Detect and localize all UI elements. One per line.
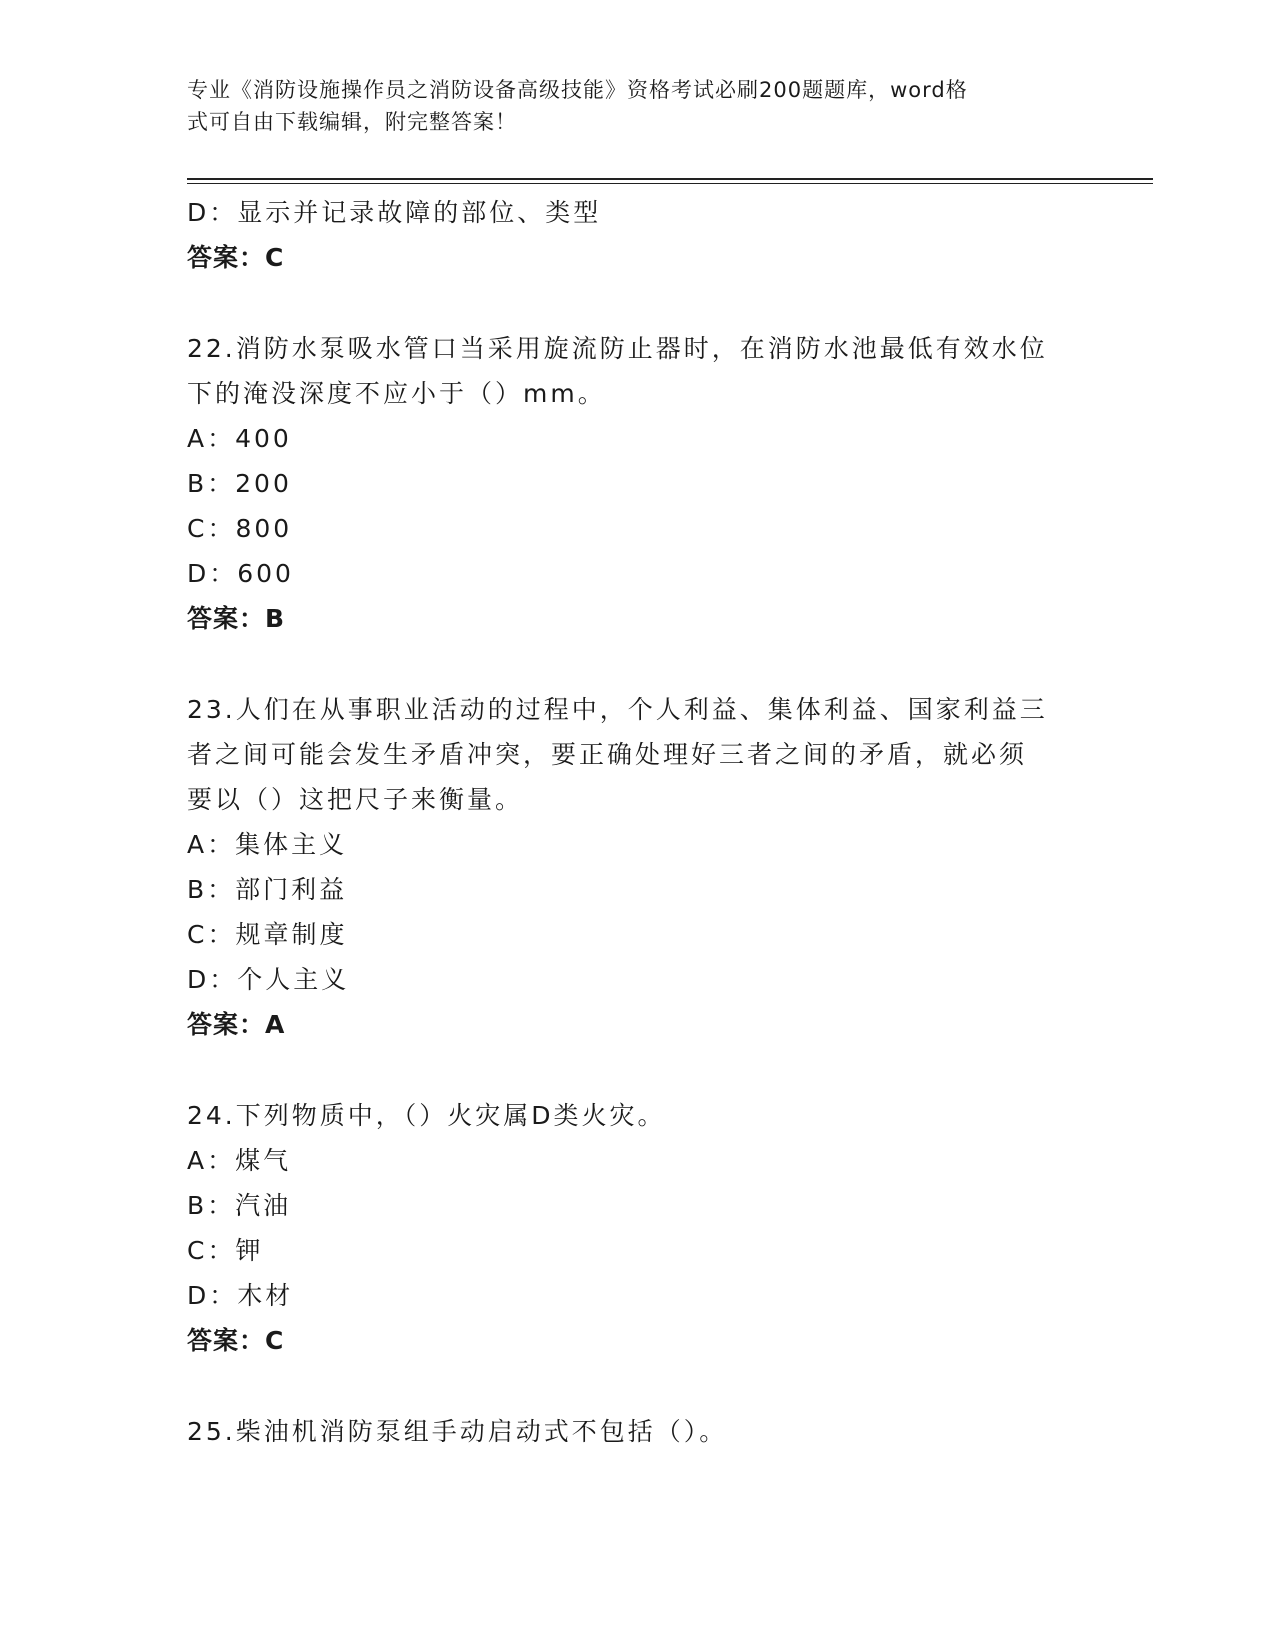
option-b: B：汽油 [187,1191,292,1220]
question-text-line: 下的淹没深度不应小于（）mm。 [187,379,606,408]
option-c: C：规章制度 [187,920,348,949]
option-c: C：钾 [187,1236,264,1265]
header-rule-thin [187,183,1153,184]
document-header [187,74,1067,138]
header-line-2: 式可自由下载编辑，附完整答案！ [187,110,517,134]
question-22 [187,326,1087,641]
answer: 答案：A [187,1010,286,1039]
answer: 答案：C [187,1326,285,1355]
header-rule-thick [187,178,1153,180]
option-b: B：部门利益 [187,875,348,904]
prev-answer: 答案：C [187,243,285,272]
option-a: A：集体主义 [187,830,348,859]
option-c: C：800 [187,514,293,543]
option-d: D：600 [187,559,294,588]
question-text-line: 25.柴油机消防泵组手动启动式不包括（）。 [187,1417,728,1446]
option-d: D：木材 [187,1281,294,1310]
question-24 [187,1093,1087,1363]
question-text-line: 者之间可能会发生矛盾冲突，要正确处理好三者之间的矛盾，就必须 [187,740,1028,769]
option-d: D：个人主义 [187,965,350,994]
option-b: B：200 [187,469,292,498]
question-25 [187,1409,1087,1454]
prev-option-d: D：显示并记录故障的部位、类型 [187,198,602,227]
question-text-line: 24.下列物质中，（）火灾属D类火灾。 [187,1101,666,1130]
question-text-line: 23.人们在从事职业活动的过程中，个人利益、集体利益、国家利益三 [187,695,1048,724]
question-23 [187,687,1087,1047]
question-text-line: 要以（）这把尺子来衡量。 [187,785,524,814]
answer: 答案：B [187,604,286,633]
option-a: A：400 [187,424,292,453]
question-list [187,190,1087,1454]
header-line-1: 专业《消防设施操作员之消防设备高级技能》资格考试必刷200题题库，word格 [187,78,968,102]
question-text-line: 22.消防水泵吸水管口当采用旋流防止器时，在消防水池最低有效水位 [187,334,1048,363]
option-a: A：煤气 [187,1146,292,1175]
